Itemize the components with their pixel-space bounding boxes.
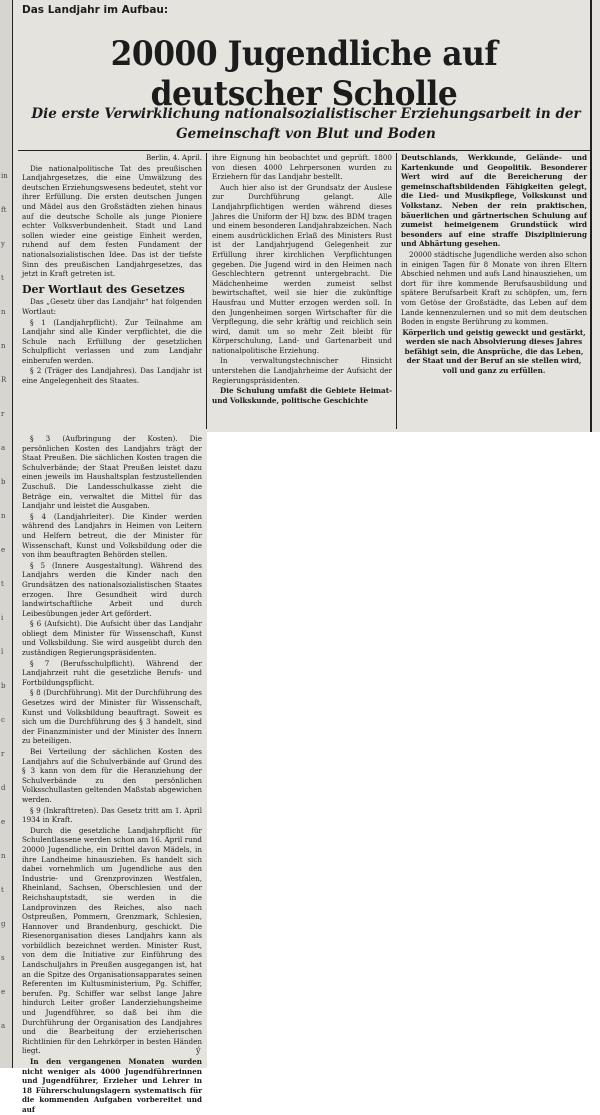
column-2-paragraph-3: In verwaltungstechnischer Hinsicht unterstehen die Landjahrheime der Aufsicht der Regierungspräsidenten. [212, 356, 392, 385]
law-paragraph-3: § 3 (Aufbringung der Kosten). Die persönlichen Kosten des Landjahrs trägt der Staat Preußen. Die sächlichen Kosten tragen die Schulverbände; der Staat Preußen leistet dazu einen jeweils im Haushaltsplan festzustellenden Zuschuß. Die Landesschulkasse zieht die Beträge ein, verwaltet die Mittel für das Landjahr und leistet die Ausgaben. [22, 434, 202, 511]
headline-rule [18, 150, 592, 151]
left-fragment: t [1, 580, 4, 588]
left-fragment: e [1, 818, 6, 826]
left-fragment: d [1, 784, 6, 792]
left-fragment: t [1, 886, 4, 894]
left-fragment: in [1, 172, 8, 180]
article-paragraph: Durch die gesetzliche Landjahrpflicht für Schulentlassene werden schon am 16. April rund 20000 Jugendliche, ein Drittel davon Mädels, in ihre Landheime hinausziehen. Es handelt sich dabei vornehmlich um Jugendliche aus den Industrie- und Grenzprovinzen Westfalen, Rheinland, Sachsen, Oberschlesien und der Reichshauptstadt, sie werden in die Landprovinzen des Reiches, also nach Ostpreußen, Pommern, Grenzmark, Schlesien, Hannover und Brandenburg, geschickt. Die Riesenorganisation dieses Landjahrs kann als vorbildlich bezeichnet werden. Minister Rust, von dem die Initiative zur Einführung des Landschuljahrs in Preußen ausgegangen ist, hat an die Spitze des Organisationsapparates seinen Referenten im Kultusministerium, Pg. Schiffer, berufen. Pg. Schiffer war selbst lange Jahre hindurch Leiter großer Landerziehungsheime und Jugendführer, so daß bei ihm die Durchführung der Organisation des Landjahres und die Bearbeitung der erzieherischen Richtlinien für den Lehrkörper in besten Händen liegt. [22, 825, 202, 1056]
column-2-paragraph-1: ihre Eignung hin beobachtet und geprüft. 1800 von diesen 4000 Lehrpersonen wurden zu Erziehern für das Landjahr bestellt. [212, 153, 392, 182]
left-fragment: e [1, 546, 6, 554]
column-rule-2 [396, 153, 397, 429]
subheadline: Die erste Verwirklichung nationalsozialistischer Erziehungsarbeit in der Gemeinschaft von Blut und Boden [31, 106, 581, 142]
left-fragment: R [1, 376, 7, 384]
column-2-paragraph-4: Die Schulung umfaßt die Gebiete Heimat- und Volkskunde, politische Geschichte [212, 386, 392, 405]
dateline: Berlin, 4. April. [145, 153, 202, 162]
headline: 20000 Jugendliche auf deutscher Scholle [110, 34, 498, 114]
left-fragment: i [1, 614, 4, 622]
law-intro: Das „Gesetz über das Landjahr“ hat folgenden Wortlaut: [22, 297, 202, 316]
law-paragraph-5: § 5 (Innere Ausgestaltung). Während des Landjahrs werden die Kinder nach den Grundsätzen des nationalsozialistischen Staates erzogen. Ihre Gesundheit wird durch landwirtschaftliche Arbeit und durch Leibesübungen jeder Art gefördert. [22, 560, 202, 618]
article-column-1-continued [22, 434, 202, 1114]
column-3-paragraph-2: 20000 städtische Jugendliche werden also schon in einigen Tagen für 8 Monate von ihren Eltern Abschied nehmen und aufs Land hinausziehen, um dort für ihre kommende Berufsausbildung und spätere Berufsarbeit Kraft zu schöpfen, um, fern vom Getöse der Großstädte, das Leben auf dem Lande kennenzulernen und so mit dem deutschen Boden in engste Berührung zu kommen. [401, 249, 587, 327]
column-3-paragraph-1: Deutschlands, Werkkunde, Gelände- und Kartenkunde und Geopolitik. Besonderer Wert wird auf die Bereicherung der gemeinschaftsbildenden Fähigkeiten gelegt, die Lied- und Musikpflege, Volkskunst und Volkstanz. Neben der rein praktischen, bäuerlichen und gärtnerischen Schulung auf zumeist heimeigenem Grundstück wird besonders auf eine straffe Disziplinierung und Abhärtung gesehen. [401, 153, 587, 249]
left-fragment: c [1, 716, 5, 724]
left-fragment: a [1, 444, 6, 452]
left-fragment: b [1, 682, 6, 690]
law-paragraph-9: § 9 (Inkrafttreten). Das Gesetz tritt am 1. April 1934 in Kraft. [22, 805, 202, 825]
left-fragment: y [1, 240, 5, 248]
column-rule-1 [206, 153, 207, 429]
section-heading: Der Wortlaut des Gesetzes [22, 282, 185, 296]
left-fragment: e [1, 988, 6, 996]
article-paragraph-bold: In den vergangenen Monaten wurden nicht weniger als 4000 Jugendführerinnen und Jugendführer, Erzieher und Lehrer in 18 Führerschulungslagern systematisch für die kommenden Aufgaben vorbereitet und auf [22, 1057, 202, 1114]
left-fragment: a [1, 1022, 6, 1030]
law-paragraph-7: § 7 (Berufsschulpflicht). Während der Landjahrzeit ruht die gesetzliche Berufs- und Fortbildungspflicht. [22, 658, 202, 687]
left-fragment: t [1, 274, 4, 282]
law-paragraph-8b: Bei Verteilung der sächlichen Kosten des Landjahrs auf die Schulverbände auf Grund des § 3 kann von dem für die Heranziehung der Schulverbände zu den persönlichen Volksschullasten geltenden Maßstab abgewichen werden. [22, 747, 202, 804]
kicker: Das Landjahr im Aufbau: [22, 4, 169, 16]
law-paragraph-8: § 8 (Durchführung). Mit der Durchführung des Gesetzes wird der Minister für Wissenschaft, Kunst und Volksbildung beauftragt. Soweit es sich um die Durchführung des § 3 handelt, sind der Finanzminister und der Minister des Innern zu beteiligen. [22, 688, 202, 746]
left-fragment: n [1, 308, 6, 316]
left-fragment: r [1, 410, 5, 418]
law-paragraph-6: § 6 (Aufsicht). Die Aufsicht über das Landjahr obliegt dem Minister für Wissenschaft, Kunst und Volksbildung. Sie wird ausgeübt durch den zuständigen Regierungspräsidenten. [22, 619, 202, 658]
turn-marker: ý [196, 1046, 201, 1055]
left-fragment: s [1, 954, 5, 962]
left-fragment: l [1, 648, 4, 656]
law-paragraph-4: § 4 (Landjahrleiter). Die Kinder werden während des Landjahrs in Heimen von Leitern und Helfern betreut, die der Minister für Wissenschaft, Kunst und Volksbildung oder die von ihm beauftragten Behörden stellen. [22, 511, 202, 560]
intro-paragraph: Die nationalpolitische Tat des preußischen Landjahrgesetzes, die eine Umwälzung des deutschen Erziehungswesens bedeutet, steht vor ihrer Erfüllung. Die ersten deutschen Jungen und Mädel aus den Großstädten ziehen hinaus auf die deutsche Scholle als junge Pioniere echter Volksverbundenheit. Stadt und Land sollen wieder eine geistige Einheit werden, ruhend auf dem festen Fundament der nationalsozialistischen Idee. Das ist der tiefste Sinn des preußischen Landjahrgesetzes, das jetzt in Kraft getreten ist. [22, 163, 202, 279]
page-edge-rule [590, 0, 592, 432]
column-3-paragraph-3: Körperlich und geistig geweckt und gestärkt, werden sie nach Absolvierung dieses Jahres befähigt sein, die Ansprüche, die das Leben, der Staat und der Beruf an sie stellen wird, voll und ganz zu erfüllen. [402, 327, 586, 376]
left-fragment: n [1, 342, 6, 350]
column-2-paragraph-2: Auch hier also ist der Grundsatz der Auslese zur Durchführung gelangt. Alle Landjahrpflichtigen werden während dieses Jahres die Uniform der HJ bzw. des BDM tragen und einem besonderen Landjahrabzeichen. Nach einem ausdrücklichen Erlaß des Ministers Rust ist der Landjahrjugend Gelegenheit zur Erfüllung ihrer kirchlichen Verpflichtungen gegeben. Die Jugend wird in den Heimen nach Geschlechtern getrennt untergebracht. Die Mädchenheime werden zumeist selbst bewirtschaftet, weil sie hier die zukünftige Hausfrau und Mutter erzogen werden soll. In den Jungenheimen sorgen Wirtschafter für die Verpflegung, die sehr kräftig und reichlich sein wird, damit um so mehr Zeit bleibt für Körperschulung, Land- und Gartenarbeit und nationalpolitische Erziehung. [212, 182, 392, 355]
left-fragment: g [1, 920, 6, 928]
left-fragment: r [1, 750, 5, 758]
left-fragment: n [1, 512, 6, 520]
left-fragment: ft [1, 206, 7, 214]
article-column-2 [212, 153, 392, 429]
law-paragraph-1: § 1 (Landjahrpflicht). Zur Teilnahme am Landjahr sind alle Kinder verpflichtet, die die Schule nach Erfüllung der gesetzlichen Schulpflicht verlassen und zum Landjahr einberufen werden. [22, 317, 202, 365]
left-fragment: b [1, 478, 6, 486]
article-column-3 [401, 153, 587, 429]
law-paragraph-2: § 2 (Träger des Landjahres). Das Landjahr ist eine Angelegenheit des Staates. [22, 366, 202, 386]
left-fragment: n [1, 852, 6, 860]
article-column-1 [22, 153, 202, 432]
vertical-rule-left [12, 0, 13, 1068]
